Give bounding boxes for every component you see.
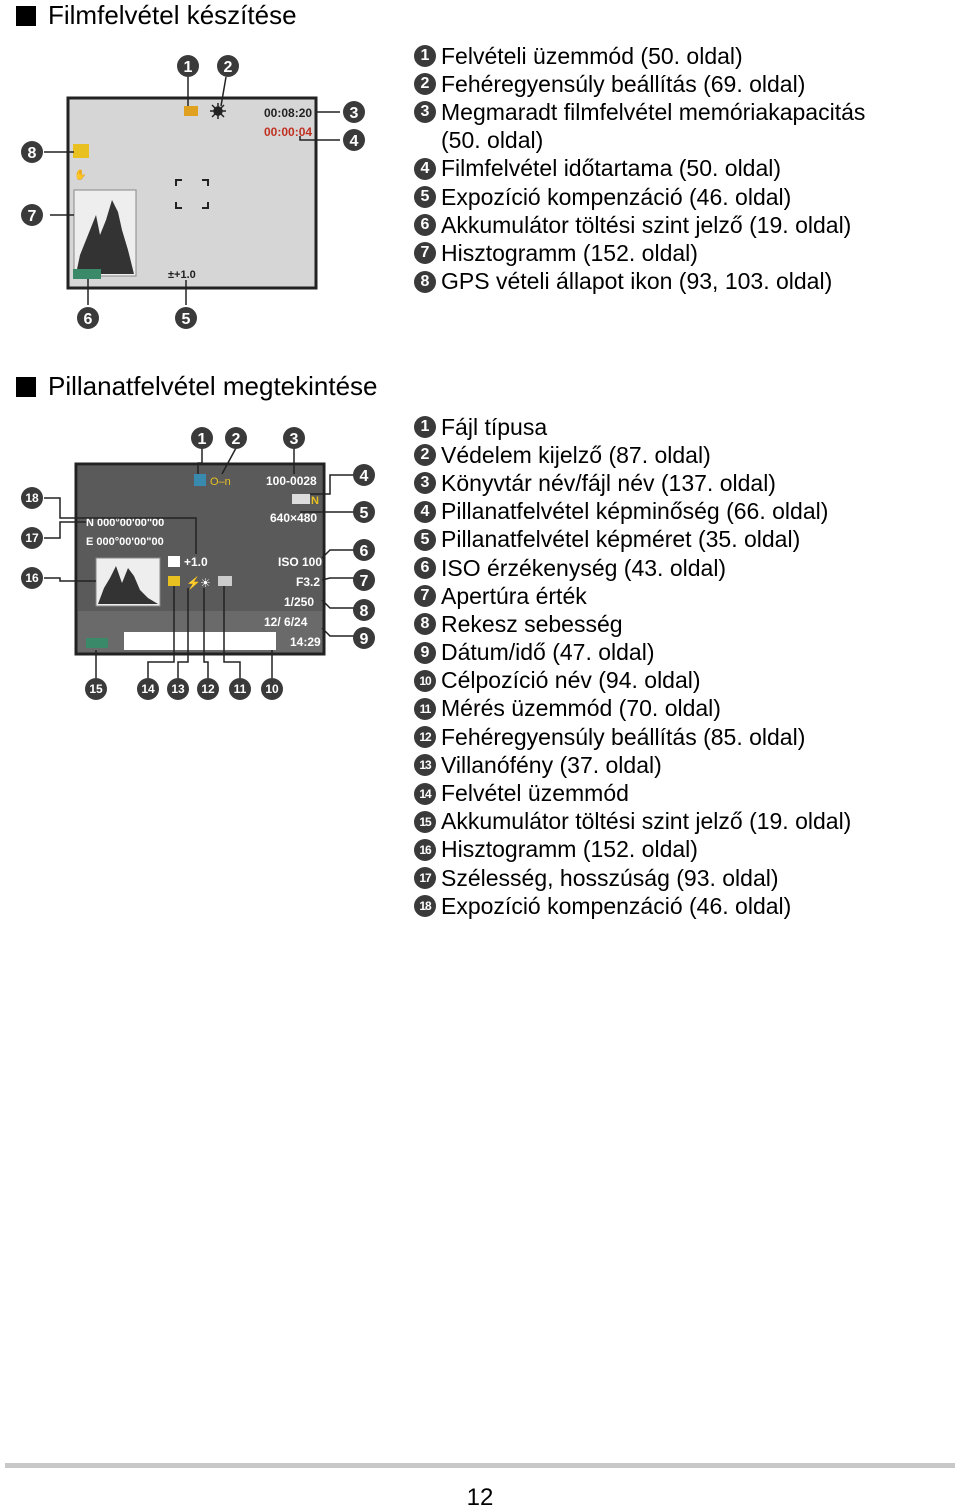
- ev-comp-text: +1.0: [184, 555, 208, 569]
- svg-text:5: 5: [359, 505, 369, 522]
- legend-number-badge: 7: [414, 585, 436, 607]
- legend-item: [414, 836, 851, 864]
- legend-number-badge: 4: [414, 501, 436, 523]
- svg-text:7: 7: [27, 208, 37, 225]
- legend-item: [414, 751, 851, 779]
- svg-text:2: 2: [223, 59, 233, 76]
- iso-text: ISO 100: [278, 555, 323, 569]
- svg-text:3: 3: [289, 431, 299, 448]
- legend-number-badge: 9: [414, 642, 436, 664]
- legend-item: [414, 441, 851, 469]
- aperture-text: F3.2: [296, 575, 321, 589]
- svg-text:15: 15: [89, 682, 103, 696]
- legend-number-badge: 2: [414, 73, 436, 95]
- svg-text:14: 14: [141, 682, 155, 696]
- image-size-text: 640×480: [270, 511, 318, 525]
- legend-item: [414, 892, 851, 920]
- legend-text: Felvételi üzemmód (50. oldal): [441, 42, 743, 69]
- legend-text: Rekesz sebesség: [441, 610, 623, 637]
- section-title-text: Filmfelvétel készítése: [48, 0, 297, 30]
- legend-text: Mérés üzemmód (70. oldal): [441, 695, 721, 722]
- movie-mode-icon: [184, 106, 198, 116]
- legend-item: [414, 98, 865, 126]
- legend-text: Hisztogramm (152. oldal): [441, 836, 698, 863]
- battery-icon: [73, 269, 101, 279]
- legend-number-badge: 4: [414, 158, 436, 180]
- sun-wb-icon: ☀: [200, 576, 211, 590]
- legend-text: GPS vételi állapot ikon (93, 103. oldal): [441, 268, 833, 295]
- svg-text:17: 17: [25, 531, 39, 545]
- legend-text: Akkumulátor töltési szint jelző (19. oldal): [441, 211, 852, 238]
- legend-number-badge: 1: [414, 416, 436, 438]
- destination-name-field: [124, 632, 276, 650]
- legend-item: [414, 582, 851, 610]
- legend-text: Filmfelvétel időtartama (50. oldal): [441, 155, 782, 182]
- legend-text: Pillanatfelvétel képméret (35. oldal): [441, 526, 801, 553]
- legend-item: [414, 779, 851, 807]
- legend-text: Villanófény (37. oldal): [441, 751, 662, 778]
- legend-number-badge: 17: [414, 867, 436, 889]
- legend-number-badge: 11: [414, 698, 436, 720]
- legend-item: [414, 183, 865, 211]
- legend-number-badge: 10: [414, 670, 436, 692]
- elapsed-time-text: 00:00:04: [264, 125, 313, 139]
- legend-text: Fehéregyensúly beállítás (85. oldal): [441, 723, 806, 750]
- legend-number-badge: 6: [414, 214, 436, 236]
- legend-text: Felvétel üzemmód: [441, 780, 629, 807]
- legend-item: [414, 127, 865, 155]
- svg-text:1: 1: [197, 431, 207, 448]
- legend-text: Dátum/idő (47. oldal): [441, 639, 655, 666]
- svg-text:8: 8: [359, 603, 369, 620]
- svg-text:7: 7: [359, 573, 369, 590]
- legend-number-badge: 12: [414, 726, 436, 748]
- metering-icon: [218, 576, 232, 586]
- svg-text:12: 12: [201, 682, 215, 696]
- section-title-movie-recording: [16, 0, 297, 31]
- legend-number-badge: 8: [414, 613, 436, 635]
- ev-comp-text: ±+1.0: [168, 269, 196, 281]
- legend-text: Célpozíció név (94. oldal): [441, 667, 701, 694]
- movie-recording-screen-diagram: [0, 40, 400, 340]
- legend-text: Hisztogramm (152. oldal): [441, 239, 698, 266]
- page-number: 12: [466, 1484, 494, 1511]
- remaining-time-text: 00:08:20: [264, 106, 313, 120]
- legend-item: [414, 239, 865, 267]
- ev-icon: [168, 556, 180, 567]
- svg-text:6: 6: [359, 543, 369, 560]
- legend-text: ISO érzékenység (43. oldal): [441, 554, 727, 581]
- svg-text:1: 1: [183, 59, 193, 76]
- shutter-text: 1/250: [284, 595, 315, 609]
- legend-item: [414, 695, 851, 723]
- legend-text: (50. oldal): [441, 127, 544, 154]
- time-text: 14:29: [290, 635, 321, 649]
- legend-number-badge: 3: [414, 472, 436, 494]
- section-title-snapshot-view: [16, 371, 378, 402]
- legend-text: Pillanatfelvétel képminőség (66. oldal): [441, 498, 829, 525]
- black-square-bullet-icon: [16, 377, 36, 397]
- quality-icon: [292, 494, 310, 504]
- legend-number-badge: 3: [414, 101, 436, 123]
- legend-text: Könyvtár név/fájl név (137. oldal): [441, 469, 776, 496]
- legend-item: [414, 498, 851, 526]
- movie-recording-legend: [414, 42, 865, 296]
- legend-number-badge: 5: [414, 529, 436, 551]
- legend-item: [414, 639, 851, 667]
- legend-number-badge: 18: [414, 895, 436, 917]
- battery-icon: [86, 638, 108, 648]
- black-square-bullet-icon: [16, 6, 36, 26]
- date-text: 12/ 6/24: [264, 615, 308, 629]
- hand-icon: ✋: [74, 170, 87, 181]
- legend-text: Apertúra érték: [441, 582, 587, 609]
- svg-text:16: 16: [25, 571, 39, 585]
- svg-text:10: 10: [265, 682, 279, 696]
- svg-text:6: 6: [83, 311, 93, 328]
- legend-number-badge: 8: [414, 271, 436, 293]
- legend-number-badge: 16: [414, 839, 436, 861]
- legend-item: [414, 268, 865, 296]
- legend-text: Expozíció kompenzáció (46. oldal): [441, 892, 792, 919]
- section-title-text: Pillanatfelvétel megtekintése: [48, 371, 378, 401]
- svg-text:11: 11: [233, 682, 247, 696]
- svg-text:5: 5: [181, 311, 191, 328]
- svg-text:4: 4: [349, 133, 359, 150]
- latitude-text: N 000°00'00"00: [86, 517, 165, 529]
- legend-text: Akkumulátor töltési szint jelző (19. oldal): [441, 808, 852, 835]
- legend-number-badge: 6: [414, 557, 436, 579]
- longitude-text: E 000°00'00"00: [86, 536, 164, 548]
- legend-item: [414, 155, 865, 183]
- legend-item: [414, 70, 865, 98]
- legend-text: Szélesség, hosszúság (93. oldal): [441, 864, 779, 891]
- legend-number-badge: 2: [414, 444, 436, 466]
- file-type-icon: [194, 474, 206, 486]
- legend-item: [414, 610, 851, 638]
- sun-wb-icon: [210, 103, 226, 119]
- svg-text:9: 9: [359, 631, 369, 648]
- legend-text: Fehéregyensúly beállítás (69. oldal): [441, 70, 806, 97]
- legend-number-badge: 14: [414, 783, 436, 805]
- snapshot-view-legend: [414, 413, 851, 920]
- legend-item: [414, 667, 851, 695]
- legend-text: Megmaradt filmfelvétel memóriakapacitás: [441, 98, 866, 125]
- legend-text: Védelem kijelző (87. oldal): [441, 441, 711, 468]
- footer-divider: [5, 1463, 955, 1468]
- legend-item: [414, 469, 851, 497]
- svg-text:18: 18: [25, 491, 39, 505]
- protect-key-icon: O‒n: [210, 476, 231, 488]
- folder-file-text: 100-0028: [266, 474, 317, 488]
- legend-text: Expozíció kompenzáció (46. oldal): [441, 183, 792, 210]
- legend-item: [414, 723, 851, 751]
- legend-item: [414, 526, 851, 554]
- legend-text: Fájl típusa: [441, 413, 548, 440]
- camera-mode-icon: [168, 576, 180, 586]
- svg-text:3: 3: [349, 105, 359, 122]
- svg-text:4: 4: [359, 468, 369, 485]
- svg-text:13: 13: [171, 682, 185, 696]
- legend-item: [414, 42, 865, 70]
- legend-item: [414, 413, 851, 441]
- legend-item: [414, 211, 865, 239]
- legend-number-badge: 15: [414, 811, 436, 833]
- legend-number-badge: 1: [414, 45, 436, 67]
- svg-text:2: 2: [231, 431, 241, 448]
- legend-item: [414, 808, 851, 836]
- snapshot-view-screen-diagram: [0, 418, 400, 718]
- quality-text: N: [311, 495, 319, 507]
- legend-item: [414, 554, 851, 582]
- legend-number-badge: 5: [414, 186, 436, 208]
- gps-icon: [73, 144, 89, 158]
- legend-number-badge: 13: [414, 754, 436, 776]
- legend-item: [414, 864, 851, 892]
- legend-number-badge: 7: [414, 242, 436, 264]
- flash-icon: ⚡: [186, 576, 201, 590]
- svg-text:8: 8: [27, 145, 37, 162]
